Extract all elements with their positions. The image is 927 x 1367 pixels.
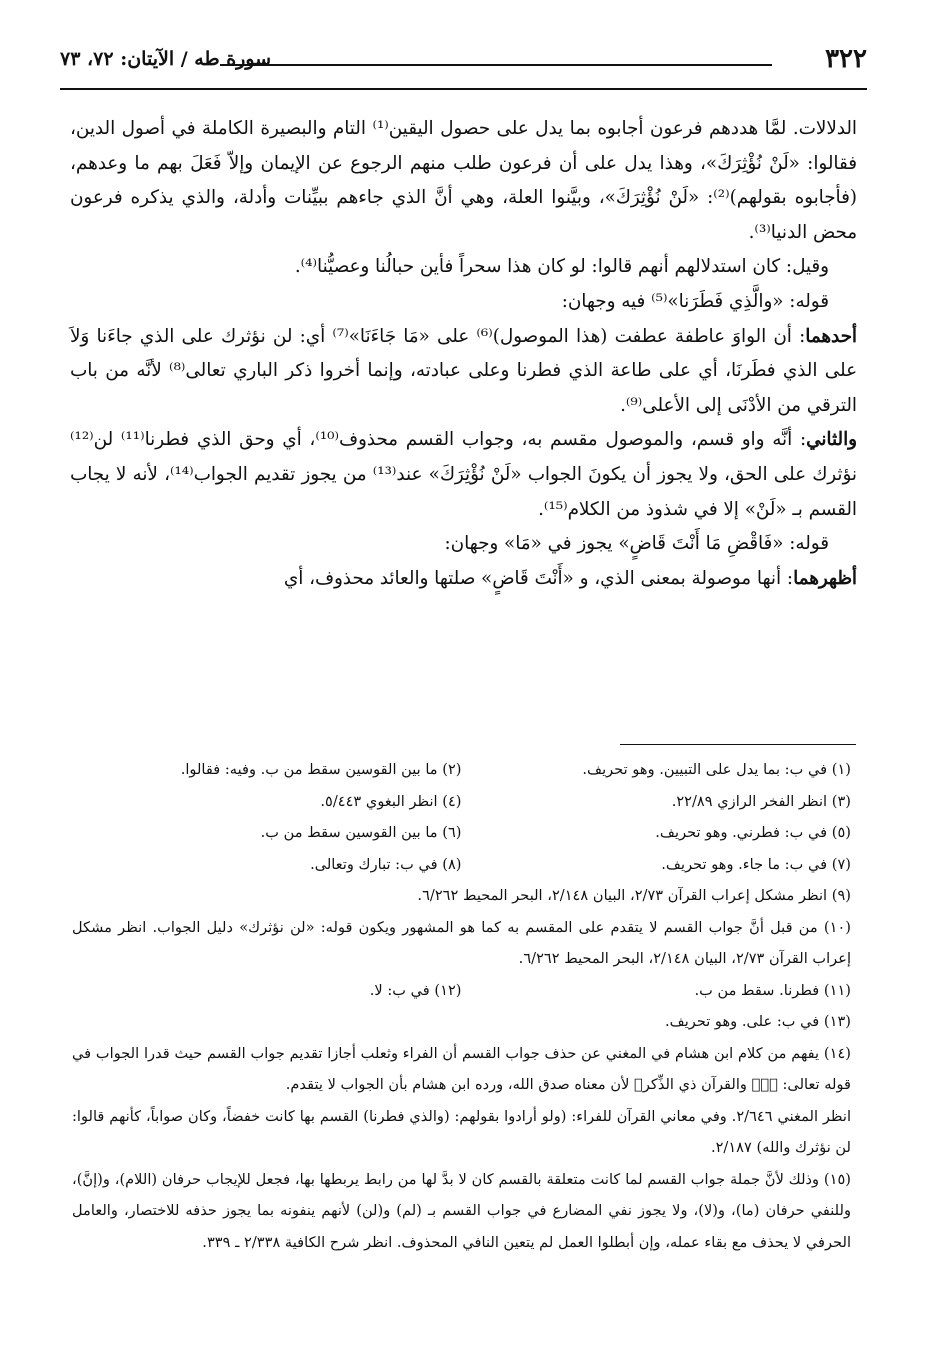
footnote: (١٥) وذلك لأنَّ جملة جواب القسم لما كانت متعلقة بالقسم كان لا بدَّ لها من رابط يربطها بها، فجعل للإيجاب حرفان (اللام)، و(إنَّ)، وللنفي حرفان (ما)، و(لا)، ولا يجوز نفي المضارع في جواب القسم بـ (لم) و(لن) لأنهم ينفونه بما يجوز حذفه للاختصار، والعامل الحرفي لا يحذف مع بقاء عمله، وإن أبطلوا العمل لم يتعين النافي المحذوف. انظر شرح الكافية ٢/٣٣٨ ـ ٣٣٩. [72,1170,851,1251]
paragraph-lead: أحدهما [805,325,858,347]
footnote: (١١) فطرنا. سقط من ب. [694,981,851,999]
paragraph [70,562,857,597]
footnote: (١) في ب: بما يدل على التبيين. وهو تحريف. [582,761,851,778]
footnote-separator [620,744,856,745]
paragraph [70,320,857,424]
paragraph-lead: والثاني [806,429,857,451]
paragraph [70,423,857,527]
paragraph: وقيل: كان استدلالهم أنهم قالوا: لو كان هذا سحراً فأين حبالُنا وعصيُّنا⁽⁴⁾. [294,256,829,278]
footnote-row [72,754,851,786]
footnote: (٦) ما بين القوسين سقط من ب. [260,824,462,841]
header-rule [60,88,867,90]
footnote-row [72,786,851,818]
footnote: (٥) في ب: فطرني. وهو تحريف. [655,824,851,841]
footnote: (١٠) من قبل أنَّ جواب القسم لا يتقدم على المقسم به كما هو المشهور ويكون قوله: «لن نؤثرك» دليل الجواب. انظر مشكل إعراب القرآن ٢/٧٣، البيان ٢/١٤٨، البحر المحيط ٦/٢٦٢. [72,918,851,967]
footnotes [72,754,851,1258]
footnote: (٢) ما بين القوسين سقط من ب. وفيه: فقالوا. [180,761,462,778]
header-line [220,64,772,66]
paragraph: الدلالات. لمَّا هددهم فرعون أجابوه بما يدل على حصول اليقين⁽¹⁾ التام والبصيرة الكاملة في أصول الدين، فقالوا: «لَنْ نُؤْثِرَكَ»، وهذا يدل على أن فرعون طلب منهم الرجوع عن الإيمان وإلاّ فَعَلَ بهم ما وعدهم، (فأجابوه بقولهم)⁽²⁾: «لَنْ نُؤْثِرَكَ»، وبيَّنوا العلة، وهي أنَّ الذي جاءهم ببيِّنات وأدلة، والذي يذكره فرعون محض الدنيا⁽³⁾. [70,118,857,243]
footnote: (٩) انظر مشكل إعراب القرآن ٢/٧٣، البيان ٢/١٤٨، البحر المحيط ٦/٢٦٢. [417,887,851,904]
footnote: (١٤) يفهم من كلام ابن هشام في المغني عن حذف جواب القسم أن الفراء وثعلب أجازا تقديم جواب القسم حيث قدرا الجواب في قوله تعالى: ﴿صۤ والقرآن ذي الذِّكر﴾ لأن معناه صدق الله، ورده ابن هشام بأن الجواب لا يتقدم. [72,1044,851,1093]
paragraph: قوله: «فَاقْضِ مَا أَنْتَ قَاضٍ» يجوز في «مَا» وجهان: [444,533,829,555]
footnote-row [72,817,851,849]
footnote: (٤) انظر البغوي ٥/٤٤٣. [320,792,462,810]
footnote: (١٣) في ب: على. وهو تحريف. [664,1013,851,1030]
paragraph-text: : أن الواوَ عاطفة عطفت (هذا الموصول)⁽⁶⁾ على «مَا جَاءَنَا»⁽⁷⁾ أي: لن نؤثرك على الذي جاءَنا وَلاَ على الذي فطَرنَا، أي على طاعة الذي فطرنا وعلى عبادته، وإنما أخروا ذكر الباري تعالى⁽⁸⁾ لأنَّه من باب الترقي من الأدْنَى إلى الأعلى⁽⁹⁾. [70,325,857,416]
page-number: ٣٢٢ [825,44,867,74]
footnote: (٧) في ب: ما جاء. وهو تحريف. [661,855,851,873]
footnote: (١٢) في ب: لا. [369,981,462,999]
page-header [60,40,867,80]
footnote-row [72,849,851,881]
paragraph-text: : أنَّه واو قسم، والموصول مقسم به، وجواب القسم محذوف⁽¹⁰⁾، أي وحق الذي فطرنا⁽¹¹⁾ لن⁽¹²⁾ نؤثرك على الحق، ولا يجوز أن يكونَ الجواب «لَنْ نُؤْثِرَكَ» عند⁽¹³⁾ من يجوز تقديم الجواب⁽¹⁴⁾، لأنه لا يجاب القسم بـ «لَنْ» إلا في شذوذ من الكلام⁽¹⁵⁾. [70,429,857,520]
footnote: انظر المغني ٢/٦٤٦. وفي معاني القرآن للفراء: (ولو أرادوا بقولهم: (والذي فطرنا) القسم بها كانت خفضاً، وكان صواباً، كأنهم قالوا: لن نؤثرك والله) ٢/١٨٧. [72,1107,851,1156]
paragraph-lead: أظهرهما [793,567,857,589]
footnote: (٨) في ب: تبارك وتعالى. [310,855,462,873]
main-text [70,112,857,596]
footnote-row [72,975,851,1007]
paragraph: قوله: «والَّذِي فَطَرَنا»⁽⁵⁾ فيه وجهان: [561,290,829,312]
paragraph-text: : أنها موصولة بمعنى الذي، و «أَنْتَ قَاضٍ» صلتها والعائد محذوف، أي [283,567,794,589]
footnote: (٣) انظر الفخر الرازي ٢٢/٨٩. [671,792,851,810]
surah-title: سورة طه / الآيتان: ٧٢، ٧٣ [60,48,272,70]
